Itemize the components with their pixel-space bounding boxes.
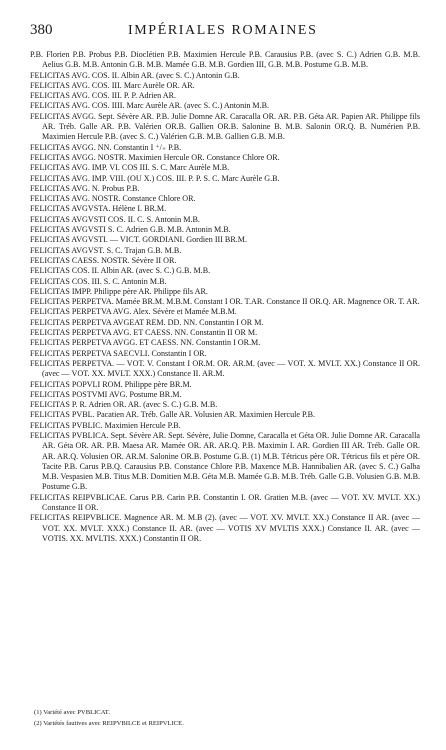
legend-entry: FELICITAS AVGVSTI S. C. Adrien G.B. M.B. Antonin M.B. xyxy=(30,225,231,235)
legend-entry: FELICITAS PERPETVA. Mamée BR.M. M.B.M. Constant I OR. T.AR. Constance II OR.Q. AR. Magnence OR. T. AR. xyxy=(30,297,420,307)
legend-entry: FELICITAS AVGVSTA. Hélène I. BR.M. xyxy=(30,204,167,214)
running-title: IMPÉRIALES ROMAINES xyxy=(128,23,318,38)
page-header xyxy=(30,22,420,44)
legend-entry: FELICITAS PVBL. Pacatien AR. Tréb. Galle AR. Volusien AR. Maximien Hercule P.B. xyxy=(30,410,316,420)
page-number: 380 xyxy=(30,22,53,38)
legend-entry: FELICITAS PERPETVA AVG. ET CAESS. NN. Constantin II OR M. xyxy=(30,328,258,338)
legend-entry: P.B. Florien P.B. Probus P.B. Dioclétien P.B. Maximien Hercule P.B. Carausius P.B. (avec S. C.) Adrien G.B. M.B. Aelius G.B. M.B. Antonin G.B. M.B. Mamée G.B. M.B. Gordien III, G.B. M.B. Postume G.B. M.B. xyxy=(30,50,420,70)
legend-entry: FELICITAS PVBLIC. Maximien Hercule P.B. xyxy=(30,420,181,430)
legend-entry: FELICITAS POSTVMI AVG. Postume BR.M. xyxy=(30,389,182,399)
legend-entry: FELICITAS PVBLICA. Sept. Sévère AR. Sept. Sévère, Julie Domne, Caracalla et Géta OR. Julie Domne AR. Caracalla AR. Géta OR. AR. P.B. Maesa AR. Mamée OR. AR. AR.Q. P.B. Maximin I. AR. Gordien III AR. Tréb. Galle OR. AR. AR.Q. Volusien OR. AR.M. Salonine OR.B. Postume G.B. (1) M.B. Tétricus père OR. Tétricus fils et père OR. Tacite P.B. Carus P.B.Q. Carausius P.B. Constance Chlore P.B. Maxence M.B. Hannibalien AR. (avec S. C.) Galba M.B. Vespasien M.B. Titus M.B. Domitien M.B. Géta M.B. Mamée G.B. M.B. Tréb. Galle G.B. Volusien G.B. M.B. Postume G.B. xyxy=(30,430,420,492)
legend-entry: FELICITAS CAESS. NOSTR. Sévère II OR. xyxy=(30,255,177,265)
legend-entry: FELICITAS IMPP. Philippe père AR. Philippe fils AR. xyxy=(30,286,208,296)
legend-entry: FELICITAS AVG. COS. III. Marc Aurèle OR. AR. xyxy=(30,80,195,90)
legend-entry: FELICITAS REIPVBLICAE. Carus P.B. Carin P.B. Constantin I. OR. Gratien M.B. (avec — VOT. XV. MVLT. XX.) Constance II OR. xyxy=(30,492,420,513)
legend-entry: FELICITAS PERPETVA AVGEAT REM. DD. NN. Constantin I OR M. xyxy=(30,317,264,327)
legend-entry: FELICITAS PERPETVA SAECVLI. Constantin I OR. xyxy=(30,348,207,358)
legend-entry: FELICITAS AVG. N. Probus P.B. xyxy=(30,183,140,193)
footnotes xyxy=(34,707,414,729)
legend-entry: FELICITAS AVG. NOSTR. Constance Chlore OR. xyxy=(30,194,196,204)
legend-entry: FELICITAS PERPETVA. — VOT. V. Constant I OR.M. OR. AR.M. (avec — VOT. X. MVLT. XX.) Constance II OR. (avec — VOT. XX. MVLT. XXX.) Constance II. AR.M. xyxy=(30,358,420,379)
legend-entry: FELICITAS REIPVBLICE. Magnence AR. M. M.B (2). (avec — VOT. XV. MVLT. XX.) Constance II AR. (avec — VOT. XX. MVLT. XXX.) Constance II. AR. (avec — VOTIS XV MVLTIS XXX.) Constance II. AR. (avec — VOTIS. XX. MVLTIS. XXX.) Constantin II OR. xyxy=(30,513,420,543)
footnote: (2) Variétés fautives avec REIPVBILCE et REIPVLICE. xyxy=(34,720,184,727)
footnote: (1) Variété avec PVBLICAT. xyxy=(34,709,110,716)
legend-entry: FELICITAS AVGG. NOSTR. Maximien Hercule OR. Constance Chlore OR. xyxy=(30,152,280,162)
legend-entry: FELICITAS COS. II. Albin AR. (avec S. C.) G.B. M.B. xyxy=(30,266,211,276)
legend-entry: FELICITAS AVG. COS. III. P. P. Adrien AR. xyxy=(30,91,177,101)
legend-entry: FELICITAS PERPETVA AVG. Alex. Sévère et Mamée M.B.M. xyxy=(30,307,237,317)
legend-entry: FELICITAS PERPETVA AVGG. ET CAESS. NN. Constantin I OR.M. xyxy=(30,338,261,348)
legend-entry: FELICITAS AVGVST. S. C. Trajan G.B. M.B. xyxy=(30,245,182,255)
legend-entry: FELICITAS AVGG. Sept. Sévère AR. P.B. Julie Domne AR. Caracalla OR. AR. P.B. Géta AR. Papien AR. Philippe fils AR. Tréb. Galle AR. P.B. Valérien OR.B. Gallien OR.B. Salonine B. M.B. Salonin OR.Q. B. Numérien P.B. Maximien Hercule P.B. (avec S. C.) Valérien G.B. M.B. Gallien G.B. M.B. xyxy=(30,111,420,142)
legend-entry: FELICITAS COS. III. S. C. Antonin M.B. xyxy=(30,276,167,286)
legend-entry: FELICITAS AVGG. NN. Constantin I ⁺/₊ P.B. xyxy=(30,142,182,152)
legend-entry: FELICITAS AVG. COS. IIII. Marc Aurèle AR. (avec S. C.) Antonin M.B. xyxy=(30,101,270,111)
legend-entries xyxy=(30,50,420,544)
legend-entry: FELICITAS AVG. IMP. VIII. (OU X.) COS. III. P. P. S. C. Marc Aurèle G.B. xyxy=(30,173,280,183)
legend-entry: FELICITAS P. R. Adrien OR. AR. (avec S. C.) G.B. M.B. xyxy=(30,400,218,410)
legend-entry: FELICITAS AVG. COS. II. Albin AR. (avec S. C.) Antonin G.B. xyxy=(30,70,240,80)
legend-entry: FELICITAS AVGVSTI COS. II. C. S. Antonin M.B. xyxy=(30,214,200,224)
legend-entry: FELICITAS AVGVSTI. — VICT. GORDIANI. Gordien III BR.M. xyxy=(30,235,247,245)
legend-entry: FELICITAS AVG. IMP. VI. COS III. S. C. Marc Aurèle M.B. xyxy=(30,163,230,173)
legend-entry: FELICITAS POPVLI ROM. Philippe père BR.M. xyxy=(30,379,192,389)
